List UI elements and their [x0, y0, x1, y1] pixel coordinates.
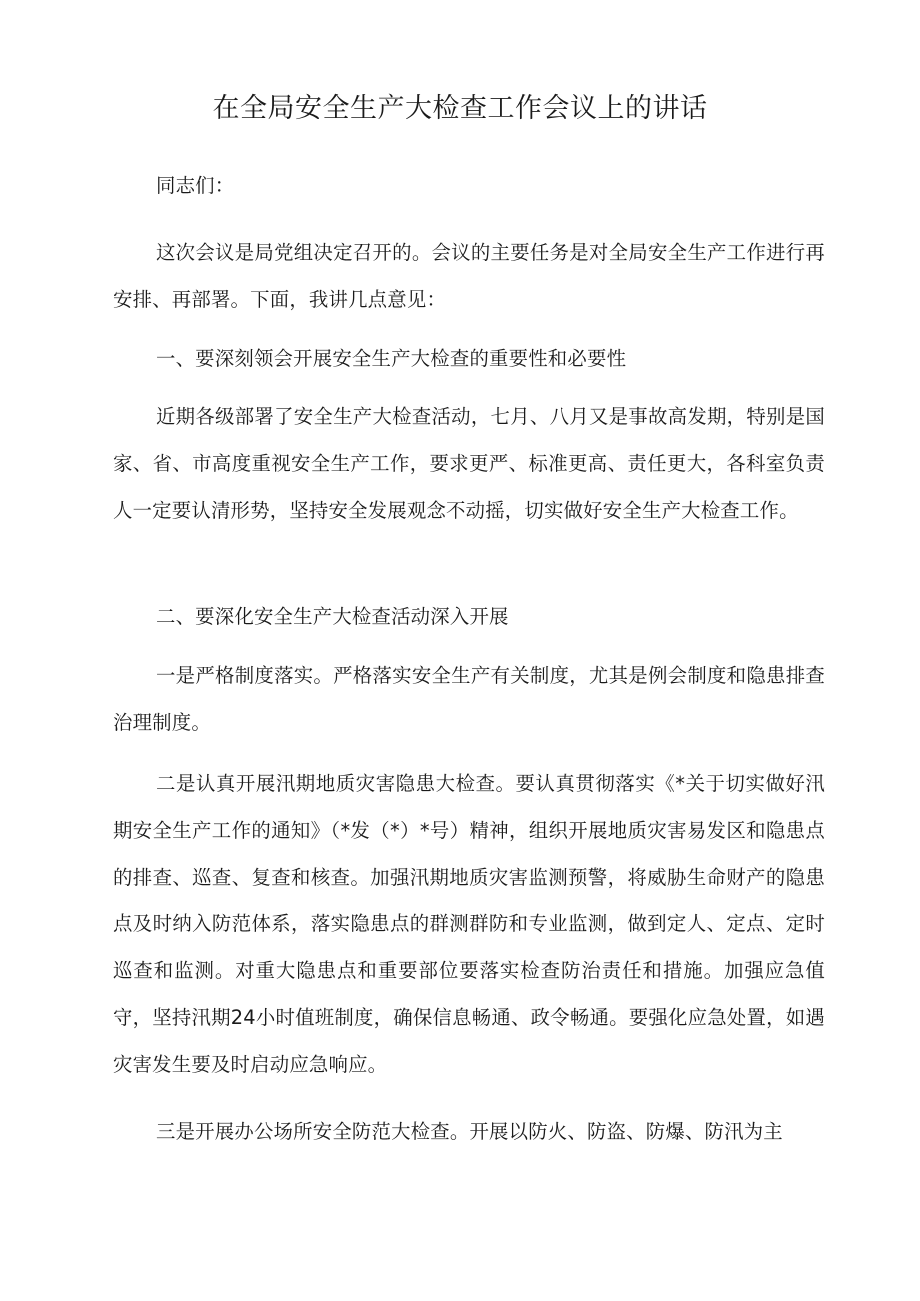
item-2-paragraph: 二是认真开展汛期地质灾害隐患大检查。要认真贯彻落实《*关于切实做好汛期安全生产工作的通知》（*发（*）*号）精神，组织开展地质灾害易发区和隐患点的排查、巡查、复查和核查。加强汛期地质灾害监测预警，将威胁生命财产的隐患点及时纳入防范体系，落实隐患点的群测群防和专业监测，做到定人、定点、定时巡查和监测。对重大隐患点和重要部位要落实检查防治责任和措施。加强应急值守，坚持汛期24小时值班制度，确保信息畅通、政令畅通。要强化应急处置，如遇灾害发生要及时启动应急响应。 — [113, 772, 825, 1076]
section-heading-2: 二、要深化安全生产大检查活动深入开展 — [156, 605, 509, 628]
section-heading-1: 一、要深刻领会开展安全生产大检查的重要性和必要性 — [156, 347, 627, 370]
section-1-paragraph: 近期各级部署了安全生产大检查活动，七月、八月又是事故高发期，特别是国家、省、市高度重视安全生产工作，要求更严、标准更高、责任更大，各科室负责人一定要认清形势，坚持安全发展观念不动摇，切实做好安全生产大检查工作。 — [113, 405, 825, 522]
item-3-paragraph: 三是开展办公场所安全防范大检查。开展以防火、防盗、防爆、防汛为主 — [156, 1120, 783, 1143]
intro-paragraph: 这次会议是局党组决定召开的。会议的主要任务是对全局安全生产工作进行再安排、再部署。下面，我讲几点意见： — [113, 241, 825, 311]
item-1-paragraph: 一是严格制度落实。严格落实安全生产有关制度，尤其是例会制度和隐患排查治理制度。 — [113, 664, 825, 734]
document-title: 在全局安全生产大检查工作会议上的讲话 — [212, 93, 708, 124]
salutation: 同志们： — [156, 174, 235, 197]
